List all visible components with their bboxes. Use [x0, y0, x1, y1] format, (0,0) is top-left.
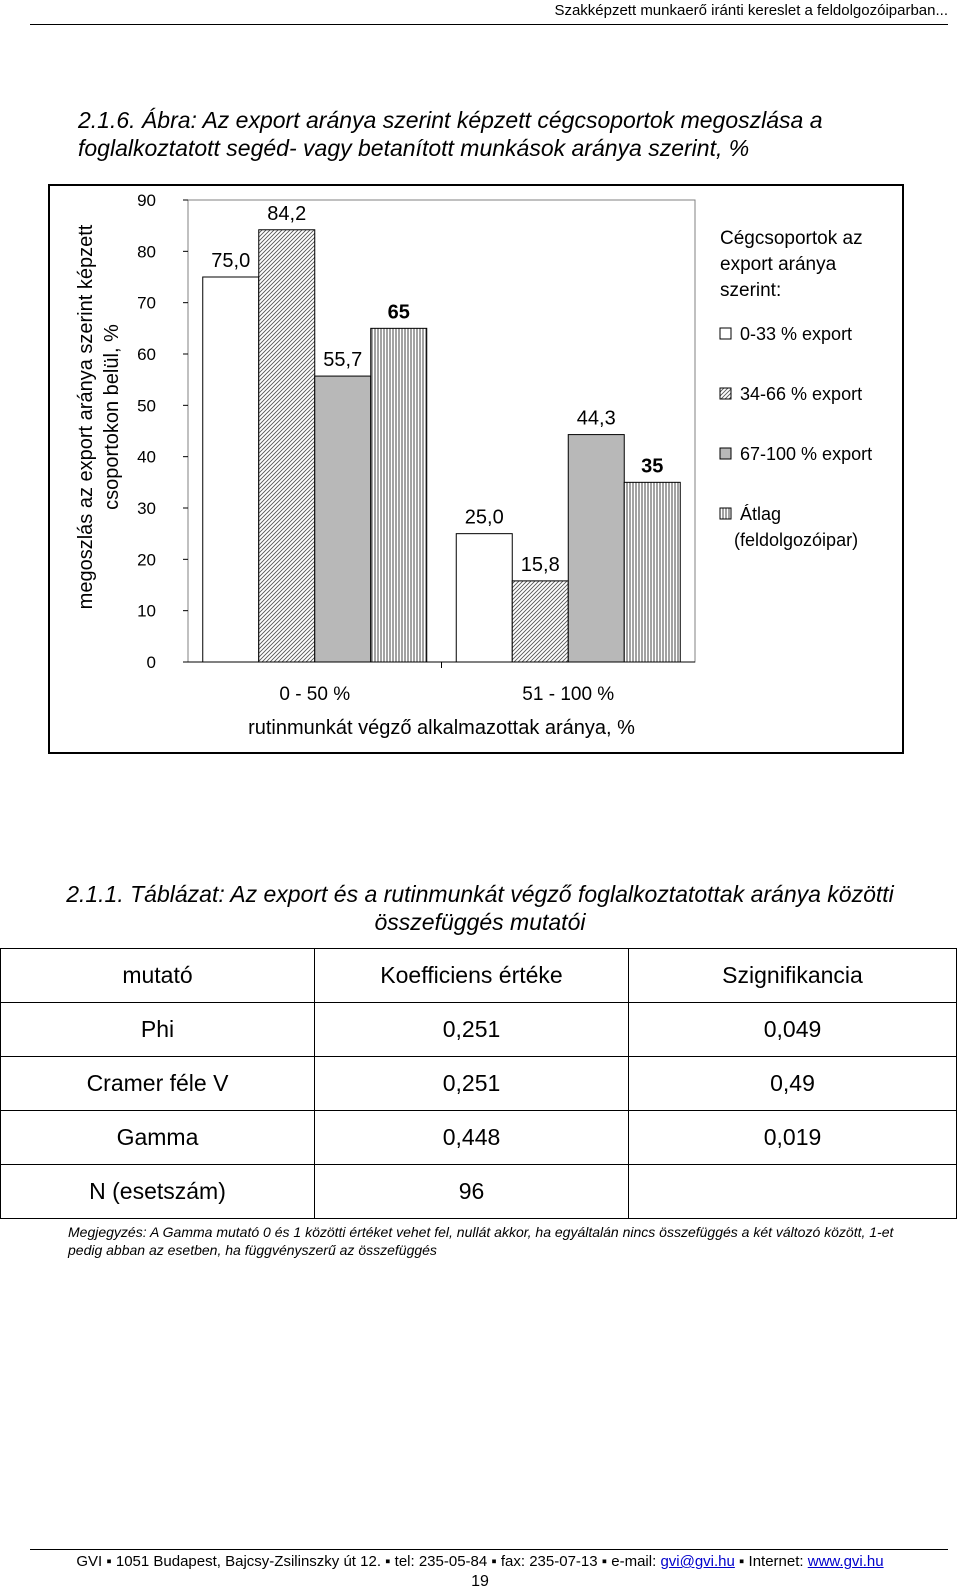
- table-cell: 0,019: [629, 1111, 957, 1165]
- bar-chart: [50, 186, 902, 752]
- legend-entry: 0-33 % export: [740, 324, 853, 344]
- bar: [456, 534, 512, 662]
- table-row: [1, 1003, 957, 1057]
- table-caption: [0, 880, 960, 936]
- header-cell-indicator: mutató: [1, 949, 315, 1003]
- legend-swatch: [720, 448, 731, 459]
- data-label: 84,2: [267, 202, 307, 225]
- header-cell-coefficient: Koefficiens értéke: [315, 949, 629, 1003]
- legend-swatch: [720, 508, 731, 519]
- legend-swatch: [720, 328, 731, 339]
- y-axis-label-line-1: megoszlás az export aránya szerint képzett: [75, 224, 97, 610]
- y-tick-label: 80: [137, 242, 156, 262]
- x-tick-label: 51 - 100 %: [522, 684, 615, 705]
- table-row: [1, 1165, 957, 1219]
- legend-entry: 67-100 % export: [740, 444, 873, 464]
- legend-title: export aránya: [720, 254, 837, 275]
- table-note: Megjegyzés: A Gamma mutató 0 és 1 közötti értéket vehet fel, nullát akkor, ha egyáltalán nincs összefüggés a két változó között, 1-et pedig abban az esetben, ha függvényszerű az összefüggés: [68, 1224, 894, 1258]
- stats-table: [0, 948, 957, 1219]
- page-number: 19: [471, 1573, 489, 1590]
- y-tick-label: 30: [137, 499, 156, 518]
- table-header-row: [1, 949, 957, 1003]
- figure-caption-line-1: 2.1.6. Ábra: Az export aránya szerint képzett cégcsoportok megoszlása a: [78, 107, 823, 133]
- legend-entry: Átlag: [740, 504, 782, 524]
- figure-caption-line-2: foglalkoztatott segéd- vagy betanított munkások aránya szerint, %: [78, 135, 750, 161]
- table-cell: Cramer féle V: [1, 1057, 315, 1111]
- x-axis-label: rutinmunkát végző alkalmazottak aránya, %: [248, 717, 635, 739]
- table-cell: 0,49: [629, 1057, 957, 1111]
- figure-caption: [78, 106, 918, 162]
- footer: [0, 1553, 960, 1570]
- y-tick-label: 90: [137, 191, 156, 210]
- footer-rule: [30, 1549, 948, 1550]
- y-tick-label: 70: [137, 293, 156, 313]
- table-cell: Gamma: [1, 1111, 315, 1165]
- email-link[interactable]: gvi@gvi.hu: [660, 1553, 735, 1570]
- header-rule: [30, 24, 948, 25]
- bar: [512, 581, 568, 662]
- legend-title: Cégcsoportok az: [720, 228, 863, 249]
- y-axis-label-line-2: csoportokon belül, %: [101, 324, 123, 510]
- table-caption-line-2: összefüggés mutatói: [374, 909, 586, 935]
- footer-internet-label: ▪ Internet:: [734, 1553, 808, 1570]
- legend-entry: (feldolgozóipar): [734, 530, 859, 550]
- data-label: 35: [641, 455, 664, 478]
- table-cell: [629, 1165, 957, 1219]
- table-caption-line-1: 2.1.1. Táblázat: Az export és a rutinmunkát végző foglalkoztatottak aránya közötti: [66, 881, 894, 907]
- table-cell: 0,448: [315, 1111, 629, 1165]
- legend-entry: 34-66 % export: [740, 384, 863, 404]
- bar: [624, 482, 680, 662]
- y-tick-label: 40: [137, 447, 156, 467]
- table-cell: Phi: [1, 1003, 315, 1057]
- table-row: [1, 1057, 957, 1111]
- y-tick-label: 50: [137, 396, 156, 416]
- chart-frame: [48, 184, 904, 754]
- legend-swatch: [720, 388, 731, 399]
- y-tick-label: 60: [137, 345, 156, 364]
- x-tick-label: 0 - 50 %: [279, 684, 351, 705]
- table-cell: 96: [315, 1165, 629, 1219]
- table-cell: 0,049: [629, 1003, 957, 1057]
- bar: [259, 230, 315, 662]
- data-label: 55,7: [323, 349, 363, 372]
- data-label: 15,8: [520, 553, 560, 576]
- bar: [371, 328, 427, 662]
- bar: [568, 435, 624, 662]
- y-tick-label: 0: [146, 653, 156, 672]
- table-row: [1, 1111, 957, 1165]
- table-cell: N (esetszám): [1, 1165, 315, 1219]
- legend-title: szerint:: [720, 280, 782, 301]
- data-label: 75,0: [211, 250, 251, 272]
- table-cell: 0,251: [315, 1057, 629, 1111]
- header-cell-significance: Szignifikancia: [629, 949, 957, 1003]
- footer-address: GVI ▪ 1051 Budapest, Bajcsy-Zsilinszky út 12. ▪ tel: 235-05-84 ▪ fax: 235-07-13 ▪ e-mail:: [76, 1553, 661, 1570]
- bar: [315, 376, 371, 662]
- bar: [203, 277, 259, 662]
- table-cell: 0,251: [315, 1003, 629, 1057]
- data-label: 65: [387, 301, 410, 324]
- y-tick-label: 20: [137, 550, 156, 570]
- data-label: 44,3: [576, 407, 616, 430]
- website-link[interactable]: www.gvi.hu: [807, 1553, 884, 1570]
- y-tick-label: 10: [137, 601, 156, 621]
- running-header: Szakképzett munkaerő iránti kereslet a feldolgozóiparban...: [554, 2, 948, 19]
- data-label: 25,0: [464, 506, 504, 529]
